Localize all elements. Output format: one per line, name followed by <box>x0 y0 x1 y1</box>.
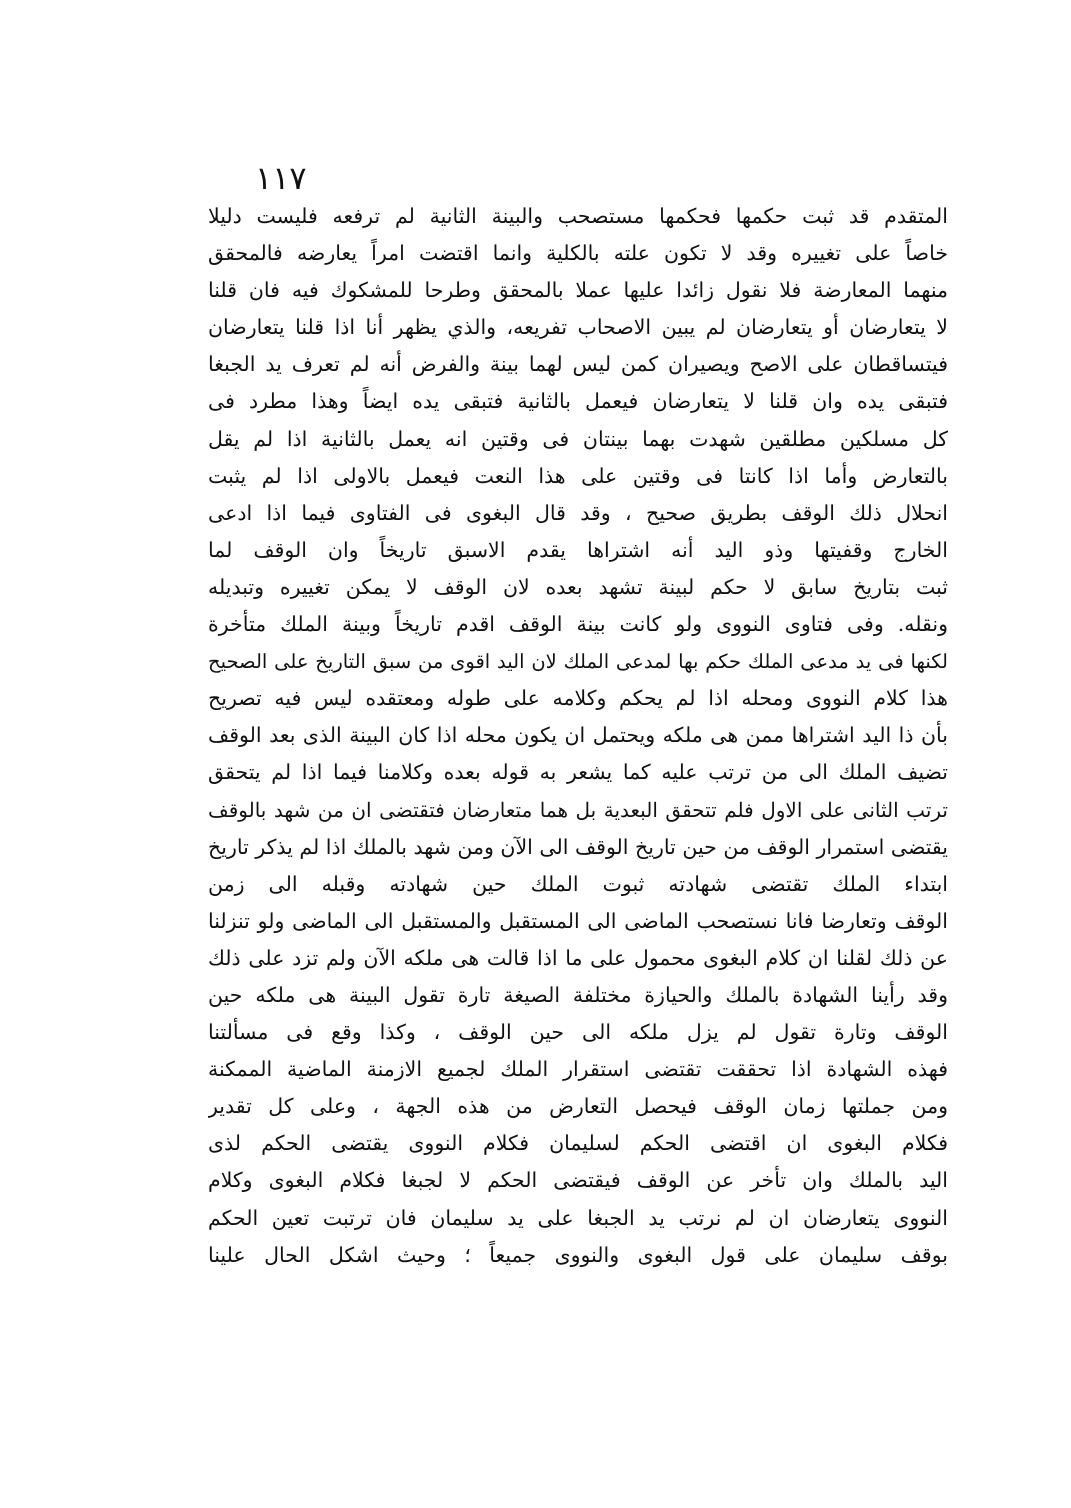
text-line: فهذه الشهادة اذا تحققت تقتضى استقرار الملك لجميع الازمنة الماضية الممكنة <box>208 1057 948 1082</box>
text-line: ونقله. وفى فتاوى النووى ولو كانت بينة الوقف اقدم تاريخاً وبينة الملك متأخرة <box>208 612 948 637</box>
text-line: بوقف سليمان على قول البغوى والنووى جميعاً ؛ وحيث اشكل الحال علينا <box>208 1242 948 1267</box>
text-line: المتقدم قد ثبت حكمها فحكمها مستصحب والبينة الثانية لم ترفعه فليست دليلا <box>208 204 948 228</box>
text-line: خاصاً على تغييره وقد لا تكون علته بالكلية وانما اقتضت امراً يعارضه فالمحقق <box>208 241 948 266</box>
text-line: منهما المعارضة فلا نقول زائدا عليها عملا بالمحقق وطرحا للمشكوك فيه فان قلنا <box>208 278 948 303</box>
text-line: تضيف الملك الى من ترتب عليه كما يشعر به قوله بعده وكلامنا فيما اذا لم يتحقق <box>208 760 948 785</box>
text-line: الوقف وتارة تقول لم يزل ملكه الى حين الوقف ، وكذا وقع فى مسألتنا <box>208 1020 948 1045</box>
text-line: عن ذلك لقلنا ان كلام البغوى محمول على ما اذا قالت هى ملكه الآن ولم تزد على ذلك <box>208 945 948 970</box>
text-line: وقد رأينا الشهادة بالملك والحيازة مختلفة الصيغة تارة تقول البينة هى ملكه حين <box>208 982 948 1007</box>
text-line: اليد بالملك وان تأخر عن الوقف فيقتضى الحكم لا لجبغا فكلام البغوى وكلام <box>208 1168 948 1193</box>
text-line: انحلال ذلك الوقف بطريق صحيح ، وقد قال البغوى فى الفتاوى فيما اذا ادعى <box>208 500 948 525</box>
page-number: ١١٧ <box>255 159 307 197</box>
text-line: بالتعارض وأما اذا كانتا فى وقتين على هذا النعت فيعمل بالاولى اذا لم يثبت <box>208 463 948 488</box>
text-line: ترتب الثانى على الاول فلم تتحقق البعدية بل هما متعارضان فتقتضى ان من شهد بالوقف <box>208 797 948 822</box>
text-line: الخارج وقفيتها وذو اليد أنه اشتراها يقدم الاسبق تاريخاً وان الوقف لما <box>208 537 948 562</box>
text-line: النووى يتعارضان ان لم نرتب يد الجبغا على يد سليمان فان ترتبت تعين الحكم <box>208 1205 948 1230</box>
text-line: بأن ذا اليد اشتراها ممن هى ملكه ويحتمل ان يكون محله اذا كان البينة الذى بعد الوقف <box>208 723 948 748</box>
text-line: يقتضى استمرار الوقف من حين تاريخ الوقف الى الآن ومن شهد بالملك اذا لم يذكر تاريخ <box>208 834 948 859</box>
text-line: لكنها فى يد مدعى الملك حكم بها لمدعى الملك لان اليد اقوى من سبق التاريخ على الصحيح <box>208 650 948 674</box>
body-text <box>208 198 948 1274</box>
text-line: الوقف وتعارضا فانا نستصحب الماضى الى المستقبل والمستقبل الى الماضى ولو تنزلنا <box>208 908 948 933</box>
text-line: ثبت بتاريخ سابق لا حكم لبينة تشهد بعده لان الوقف لا يمكن تغييره وتبديله <box>208 574 948 599</box>
text-line: ابتداء الملك تقتضى شهادته ثبوت الملك حين شهادته وقبله الى زمن <box>208 871 948 896</box>
text-line: هذا كلام النووى ومحله اذا لم يحكم وكلامه على طوله ومعتقده ليس فيه تصريح <box>208 686 948 711</box>
text-line: فيتساقطان على الاصح ويصيران كمن ليس لهما بينة والفرض أنه لم تعرف يد الجبغا <box>208 352 948 377</box>
text-line: كل مسلكين مطلقين شهدت بهما بينتان فى وقتين انه يعمل بالثانية اذا لم يقل <box>208 426 948 451</box>
text-line: فتبقى يده وان قلنا لا يتعارضان فيعمل بالثانية فتبقى يده ايضاً وهذا مطرد فى <box>208 389 948 414</box>
text-line: فكلام البغوى ان اقتضى الحكم لسليمان فكلام النووى يقتضى الحكم لذى <box>208 1131 948 1156</box>
text-line: لا يتعارضان أو يتعارضان لم يبين الاصحاب تفريعه، والذي يظهر أنا اذا قلنا يتعارضان <box>208 315 948 340</box>
text-line: ومن جملتها زمان الوقف فيحصل التعارض من هذه الجهة ، وعلى كل تقدير <box>208 1094 948 1119</box>
